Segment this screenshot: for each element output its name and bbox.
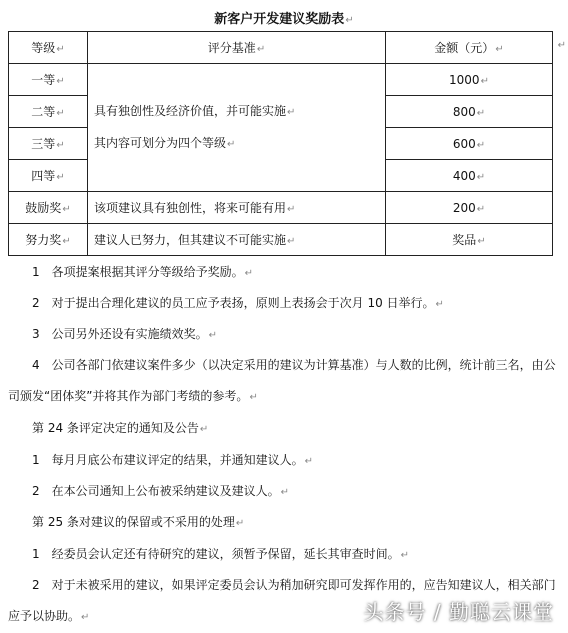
amount-cell: 200↵ — [386, 192, 553, 224]
table-row — [9, 224, 553, 256]
body-paragraph-continued: 司颁发“团体奖”并将其作为部门考绩的参考。↵ — [8, 389, 258, 403]
level-cell: 四等↵ — [9, 160, 88, 192]
table-header-row — [9, 32, 553, 64]
table-row — [9, 64, 553, 96]
body-paragraph: 1 经委员会认定还有待研究的建议，须暂予保留，延长其审查时间。↵ — [32, 547, 410, 561]
body-paragraph: 2 在本公司通知上公布被采纳建议及建议人。↵ — [32, 484, 290, 498]
article-heading: 第 24 条评定决定的通知及公告↵ — [32, 421, 209, 435]
amount-cell: 400↵ — [386, 160, 553, 192]
title-text: 新客户开发建议奖励表 — [214, 12, 345, 27]
header-amount: 金额（元）↵ — [386, 32, 553, 64]
level-cell: 三等↵ — [9, 128, 88, 160]
level-cell: 努力奖↵ — [9, 224, 88, 256]
amount-cell: 800↵ — [386, 96, 553, 128]
document-title — [0, 8, 568, 27]
paragraph-mark: ↵ — [557, 40, 566, 51]
article-heading: 第 25 条对建议的保留或不采用的处理↵ — [32, 515, 245, 529]
amount-cell: 1000↵ — [386, 64, 553, 96]
amount-cell: 600↵ — [386, 128, 553, 160]
table-row — [9, 192, 553, 224]
header-criterion: 评分基准↵ — [88, 32, 386, 64]
body-paragraph: 3 公司另外还设有实施绩效奖。↵ — [32, 327, 218, 341]
amount-cell: 奖品↵ — [386, 224, 553, 256]
reward-table — [8, 31, 553, 256]
header-level: 等级↵ — [9, 32, 88, 64]
criterion-cell: 建议人已努力，但其建议不可能实施↵ — [88, 224, 386, 256]
grouped-criterion-cell: 具有独创性及经济价值，并可能实施↵ 其内容可划分为四个等级↵ — [88, 64, 386, 192]
level-cell: 一等↵ — [9, 64, 88, 96]
body-paragraph-continued: 应予以协助。↵ — [8, 609, 90, 623]
body-paragraph: 4 公司各部门依建议案件多少（以决定采用的建议为计算基准）与人数的比例，统计前三名，由公 — [32, 358, 556, 372]
watermark: 头条号 / 勤聪云课堂 — [363, 600, 554, 624]
paragraph-mark: ↵ — [345, 15, 354, 26]
body-paragraph: 2 对于未被采用的建议，如果评定委员会认为稍加研究即可发挥作用的，应告知建议人，相关部门 — [32, 578, 556, 592]
body-paragraph: 1 各项提案根据其评分等级给予奖励。↵ — [32, 265, 254, 279]
level-cell: 鼓励奖↵ — [9, 192, 88, 224]
body-paragraph: 1 每月月底公布建议评定的结果，并通知建议人。↵ — [32, 453, 314, 467]
criterion-cell: 该项建议具有独创性，将来可能有用↵ — [88, 192, 386, 224]
body-paragraph: 2 对于提出合理化建议的员工应予表扬，原则上表扬会于次月 10 日举行。↵ — [32, 296, 444, 310]
level-cell: 二等↵ — [9, 96, 88, 128]
